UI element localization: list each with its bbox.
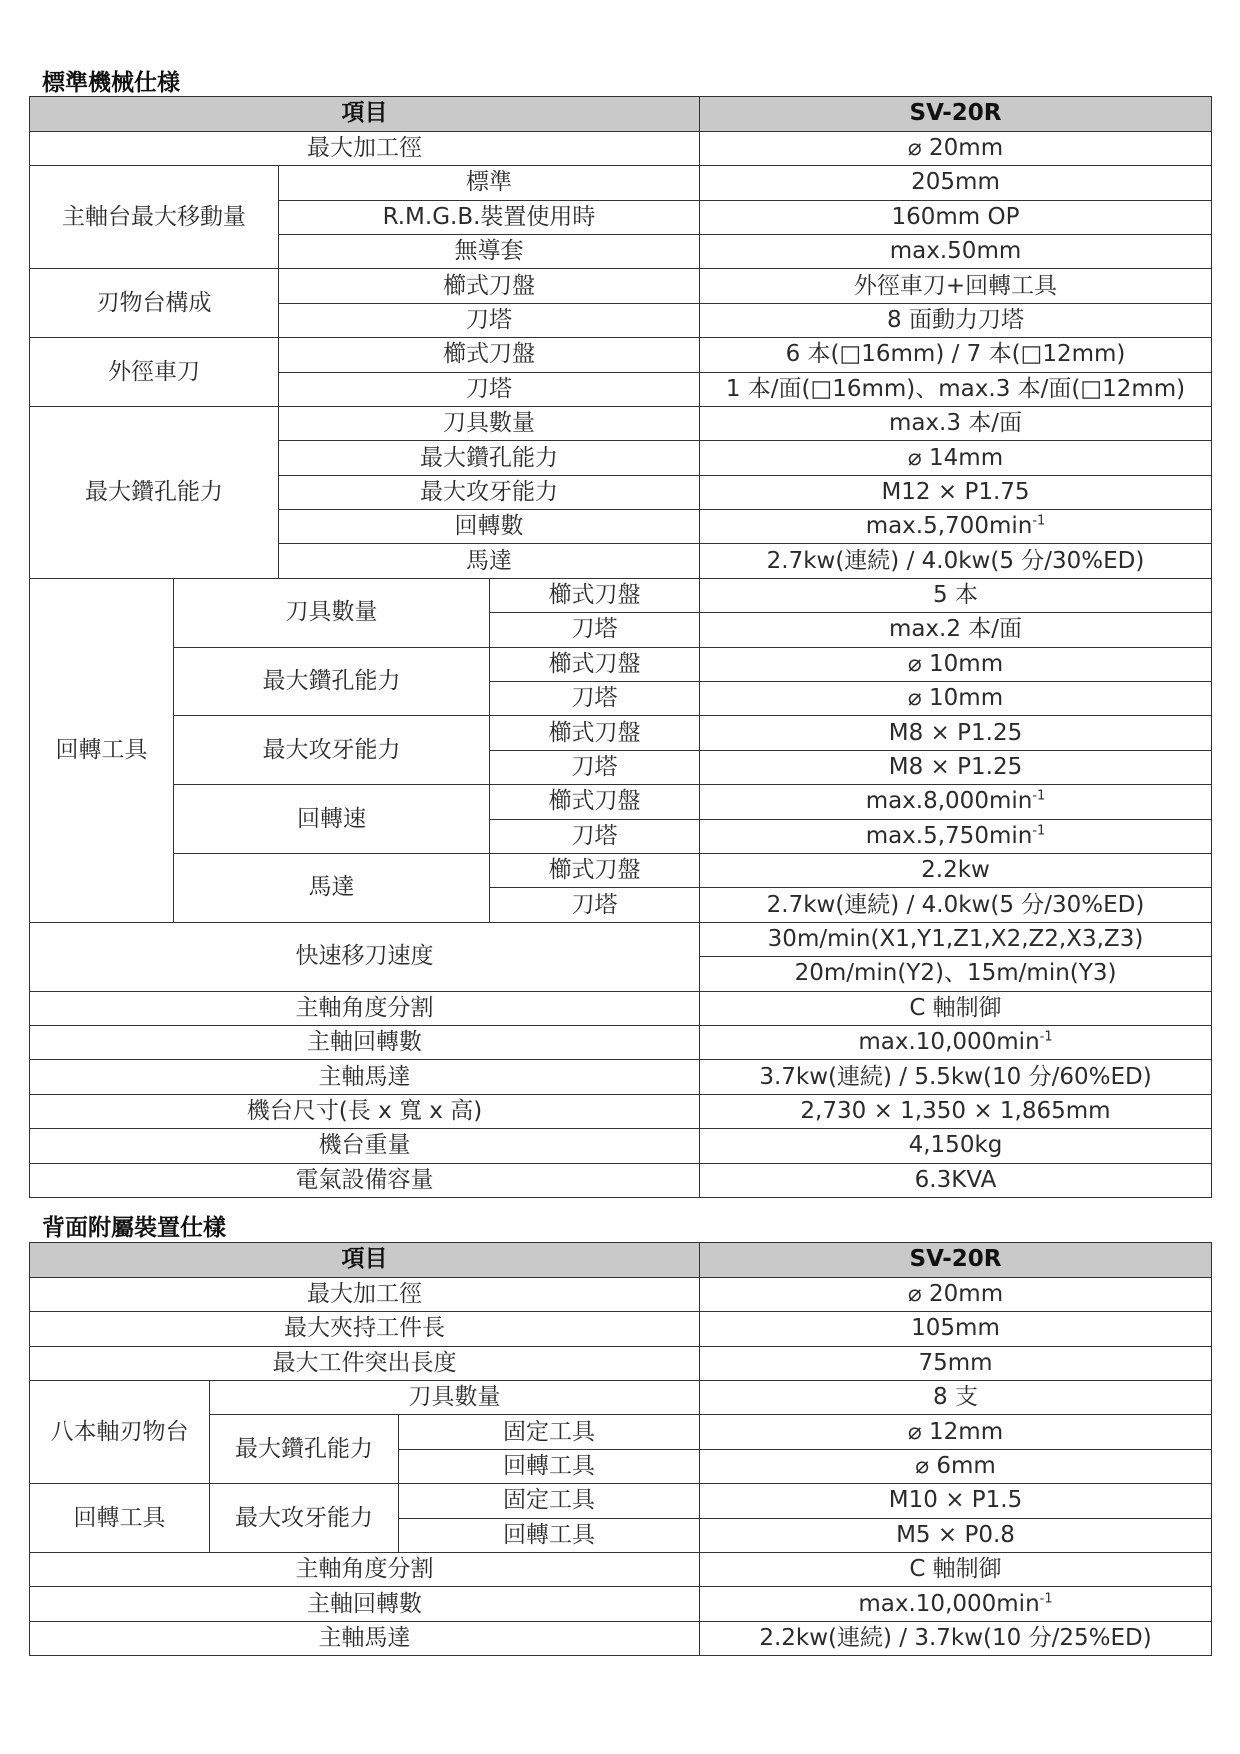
table-row [30,406,1212,440]
sub-label: 刀具數量 [279,406,700,440]
value-text: max.5,750min [865,822,1033,849]
superscript: -1 [1039,1590,1053,1606]
value-text: max.10,000min [858,1029,1040,1056]
row-value [700,1025,1212,1059]
table-row [30,1060,1212,1094]
table-row [30,1552,1212,1586]
sub-label: 最大攻牙能力 [279,475,700,509]
row-value: 2.2kw(連続) / 3.7kw(10 分/25%ED) [700,1621,1212,1655]
sub-label: 刀塔 [490,613,700,647]
sub-label: 櫛式刀盤 [490,716,700,750]
subgroup-label: 最大鑽孔能力 [174,647,490,716]
table-row [30,647,1212,681]
row-value: 外徑車刀+回轉工具 [700,269,1212,303]
table-row [30,338,1212,372]
row-value: ⌀ 12mm [700,1415,1212,1449]
row-value: 3.7kw(連続) / 5.5kw(10 分/60%ED) [700,1060,1212,1094]
table-row [30,991,1212,1025]
row-value [700,1587,1212,1621]
sub-label: 刀塔 [490,750,700,784]
sub-label: 櫛式刀盤 [490,647,700,681]
header-model: SV-20R [700,1243,1212,1278]
row-value: 105mm [700,1312,1212,1346]
row-label: 快速移刀速度 [30,922,700,991]
row-label: 電氣設備容量 [30,1163,700,1197]
row-label: 主軸馬達 [30,1621,700,1655]
table-row [30,854,1212,888]
sub-label: 刀塔 [490,682,700,716]
sub-label: 刀塔 [279,303,700,337]
header-model: SV-20R [700,97,1212,132]
row-value [700,510,1212,544]
sub-label: 刀塔 [279,372,700,406]
table-row [30,1094,1212,1128]
row-value [700,785,1212,819]
group-label: 八本軸刃物台 [30,1380,210,1483]
sub-label: 回轉工具 [399,1449,700,1483]
sub-label: 馬達 [279,544,700,578]
table-row [30,1163,1212,1197]
row-label: 主軸角度分割 [30,1552,700,1586]
row-value: 2.7kw(連続) / 4.0kw(5 分/30%ED) [700,544,1212,578]
value-text: max.10,000min [858,1590,1040,1617]
subgroup-label: 回轉速 [174,785,490,854]
rear-attachment-table [29,1242,1212,1656]
sub-label: 固定工具 [399,1415,700,1449]
row-value: 5 本 [700,578,1212,612]
standard-spec-table [29,96,1212,1198]
sub-label: 標準 [279,166,700,200]
row-value: 8 支 [700,1380,1212,1414]
row-value: 30m/min(X1,Y1,Z1,X2,Z2,X3,Z3) [700,922,1212,956]
table-row [30,269,1212,303]
row-value: ⌀ 20mm [700,1277,1212,1311]
group-label: 回轉工具 [30,578,174,922]
table-row [30,785,1212,819]
sub-label: 無導套 [279,234,700,268]
row-value: C 軸制御 [700,1552,1212,1586]
row-value [700,819,1212,853]
table-row [30,1277,1212,1311]
sub-label: 櫛式刀盤 [279,269,700,303]
row-label: 機台尺寸(長 x 寬 x 高) [30,1094,700,1128]
row-value: M8 × P1.25 [700,750,1212,784]
table-header-row [30,1243,1212,1278]
value-text: max.5,700min [865,513,1033,540]
row-value: max.50mm [700,234,1212,268]
row-value: M5 × P0.8 [700,1518,1212,1552]
table-header-row [30,97,1212,132]
sub-label: R.M.G.B.裝置使用時 [279,200,700,234]
sub-label: 櫛式刀盤 [490,854,700,888]
row-value: max.2 本/面 [700,613,1212,647]
row-label: 機台重量 [30,1129,700,1163]
row-value: 6 本(□16mm) / 7 本(□12mm) [700,338,1212,372]
row-value: 2,730 × 1,350 × 1,865mm [700,1094,1212,1128]
sub-label: 刀具數量 [210,1380,700,1414]
row-value: ⌀ 14mm [700,441,1212,475]
group-label: 主軸台最大移動量 [30,166,279,269]
row-label: 最大加工徑 [30,1277,700,1311]
superscript: -1 [1039,1029,1053,1045]
table-row [30,922,1212,956]
row-value: ⌀ 10mm [700,682,1212,716]
table-row [30,1621,1212,1655]
row-value: 6.3KVA [700,1163,1212,1197]
subgroup-label: 刀具數量 [174,578,490,647]
group-label: 刃物台構成 [30,269,279,338]
group-label: 回轉工具 [30,1484,210,1553]
table-row [30,1129,1212,1163]
row-value: ⌀ 10mm [700,647,1212,681]
sub-label: 櫛式刀盤 [490,785,700,819]
row-value: 2.2kw [700,854,1212,888]
section-title-rear-attachment: 背面附屬裝置仕樣 [42,1215,226,1241]
sub-label: 最大鑽孔能力 [279,441,700,475]
row-value: M8 × P1.25 [700,716,1212,750]
row-value: M12 × P1.75 [700,475,1212,509]
table-row [30,1484,1212,1518]
row-value: 8 面動力刀塔 [700,303,1212,337]
table-row [30,1587,1212,1621]
table-row [30,1312,1212,1346]
row-value: 2.7kw(連続) / 4.0kw(5 分/30%ED) [700,888,1212,922]
sub-label: 回轉數 [279,510,700,544]
sub-label: 刀塔 [490,819,700,853]
row-value: C 軸制御 [700,991,1212,1025]
subgroup-label: 最大攻牙能力 [174,716,490,785]
group-label: 最大鑽孔能力 [30,406,279,578]
row-value: ⌀ 20mm [700,131,1212,165]
row-value: 1 本/面(□16mm)、max.3 本/面(□12mm) [700,372,1212,406]
row-value: 20m/min(Y2)、15m/min(Y3) [700,957,1212,991]
row-value: 160mm OP [700,200,1212,234]
subgroup-label: 馬達 [174,854,490,923]
table-row [30,1025,1212,1059]
row-value: ⌀ 6mm [700,1449,1212,1483]
sub-label: 櫛式刀盤 [490,578,700,612]
sub-label: 回轉工具 [399,1518,700,1552]
table-row [30,166,1212,200]
section-title-standard-specs: 標準機械仕様 [42,70,180,96]
sub-label: 刀塔 [490,888,700,922]
superscript: -1 [1032,788,1046,804]
row-label: 最大加工徑 [30,131,700,165]
header-item: 項目 [30,97,700,132]
sub-label: 固定工具 [399,1484,700,1518]
row-label: 主軸角度分割 [30,991,700,1025]
value-text: max.8,000min [865,788,1033,815]
group-label: 外徑車刀 [30,338,279,407]
table-row [30,1346,1212,1380]
table-row [30,1380,1212,1414]
table-row [30,578,1212,612]
row-value: 4,150kg [700,1129,1212,1163]
row-label: 最大夾持工件長 [30,1312,700,1346]
subgroup-label: 最大攻牙能力 [210,1484,399,1553]
row-label: 主軸回轉數 [30,1025,700,1059]
row-label: 最大工件突出長度 [30,1346,700,1380]
table-row [30,716,1212,750]
superscript: -1 [1032,513,1046,529]
sub-label: 櫛式刀盤 [279,338,700,372]
superscript: -1 [1032,823,1046,839]
subgroup-label: 最大鑽孔能力 [210,1415,399,1484]
row-value: M10 × P1.5 [700,1484,1212,1518]
row-value: 205mm [700,166,1212,200]
row-label: 主軸回轉數 [30,1587,700,1621]
row-value: 75mm [700,1346,1212,1380]
row-label: 主軸馬達 [30,1060,700,1094]
header-item: 項目 [30,1243,700,1278]
row-value: max.3 本/面 [700,406,1212,440]
table-row [30,131,1212,165]
